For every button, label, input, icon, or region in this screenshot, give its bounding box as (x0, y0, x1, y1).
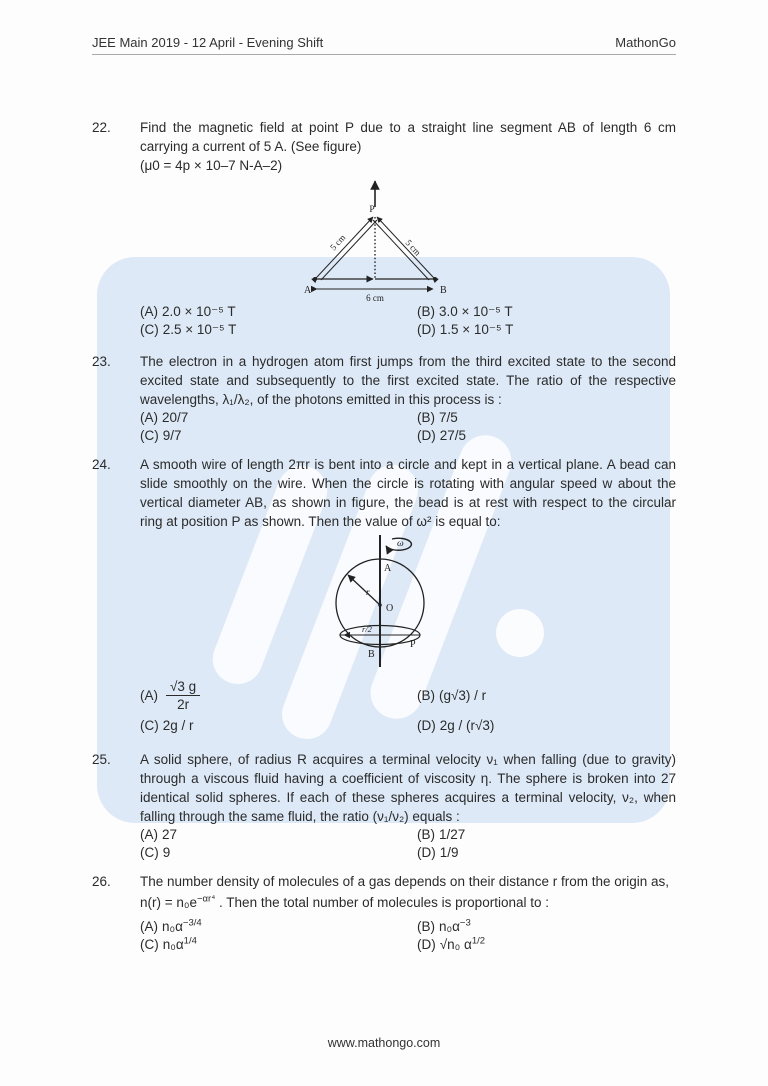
option-c: (C) 2.5 × 10⁻⁵ T (140, 322, 237, 337)
option-b: (B) 3.0 × 10⁻⁵ T (417, 304, 513, 319)
question-number: 22. (92, 120, 111, 135)
brand-name: MathonGo (615, 35, 676, 50)
fraction: $\frac{√3 g}{2r}$ (166, 679, 200, 712)
options-q26 (140, 918, 676, 954)
apex-label: P (369, 205, 375, 215)
bead-label: P (410, 639, 416, 650)
formula-suffix: . Then the total number of molecules is proportional to : (215, 895, 549, 910)
question-text: A solid sphere, of radius R acquires a terminal velocity ν₁ when falling (due to gravity) through a viscous fluid having a coefficient of viscosity η. The sphere is broken into 27 identical solid spheres. If each of these spheres acquires a terminal velocity, ν₂, when falling through the same fluid, the ratio (ν₁/ν₂) equals : (140, 752, 676, 824)
option-d: (D) 27/5 (417, 428, 467, 443)
option-d: (D) 1.5 × 10⁻⁵ T (417, 322, 514, 337)
option-a: (A) 20/7 (140, 410, 189, 425)
option-c: (C) $n_0\alpha^{1/4}$ (140, 935, 197, 952)
options-q25 (140, 826, 676, 862)
question-24 (92, 455, 676, 735)
question-number: 23. (92, 354, 111, 369)
formula-exponent: −αr⁴ (197, 893, 216, 905)
omega-label: ω (397, 539, 404, 549)
option-c: (C) 2g / r (140, 718, 194, 733)
option-a: (A) $n_0\alpha^{-3/4}$ (140, 917, 202, 934)
question-text: The number density of molecules of a gas depends on their distance r from the origin as, (140, 874, 670, 889)
options-q24 (140, 673, 676, 735)
option-c: (C) 9/7 (140, 428, 182, 443)
half-radius-label: r/2 (362, 624, 372, 634)
corner-b-label: B (440, 285, 447, 296)
question-text: Find the magnetic field at point P due to a straight line segment AB of length 6 cm carrying a current of 5 A. (See figure) (140, 120, 676, 154)
options-q22 (140, 303, 676, 339)
options-q23 (140, 409, 676, 445)
constant-line: (μ0 = 4p × 10–7 N-A–2) (140, 158, 283, 173)
option-a: (A) 2.0 × 10⁻⁵ T (140, 304, 236, 319)
option-d: (D) √n₀ $\alpha^{1/2}$ (417, 935, 486, 952)
top-point-label: A (384, 563, 392, 574)
base-dimension-label: 6 cm (366, 293, 384, 303)
left-side-label: 5 cm (328, 232, 348, 253)
question-number: 26. (92, 874, 111, 889)
question-23 (92, 352, 676, 445)
option-d: (D) 1/9 (417, 845, 459, 860)
option-b: (B) 7/5 (417, 410, 458, 425)
question-number: 25. (92, 752, 111, 767)
footer-url: www.mathongo.com (327, 1036, 441, 1050)
option-c: (C) 9 (140, 845, 171, 860)
bottom-point-label: B (368, 649, 375, 660)
option-b: (B) (g√3) / r (417, 687, 487, 703)
page-header (92, 33, 676, 52)
question-22 (92, 118, 676, 339)
right-side-label: 5 cm (403, 237, 423, 258)
density-formula-line (140, 893, 676, 912)
option-b: (B) $n_0\alpha^{-3}$ (417, 917, 471, 934)
radius-label: r (366, 588, 370, 598)
corner-a-label: A (304, 285, 312, 296)
question-25 (92, 750, 676, 862)
option-a: (A) 27 (140, 827, 178, 842)
center-label: O (386, 603, 394, 614)
option-b: (B) 1/27 (417, 827, 466, 842)
option-a: (A) $\frac{√3 g}{2r}$ (140, 673, 417, 717)
question-text: The electron in a hydrogen atom first jumps from the third excited state to the second excited state and subsequently to the first excited state. The ratio of the respective wavelengths, λ₁/λ₂, of the photons emitted in this process is : (140, 354, 676, 407)
rotating-ring-figure (310, 531, 460, 669)
question-number: 24. (92, 457, 111, 472)
triangle-figure (290, 177, 470, 303)
option-d: (D) 2g / (r√3) (417, 718, 495, 733)
exam-title: JEE Main 2019 - 12 April - Evening Shift (92, 35, 324, 50)
question-text: A smooth wire of length 2πr is bent into a circle and kept in a vertical plane. A bead can slide smoothly on the wire. When the circle is rotating with angular speed w about the vertical diameter AB, as shown in figure, the bead is at rest with respect to the circular ring at position P as shown. Then the value of ω² is equal to: (140, 457, 676, 529)
formula-lhs: n(r) = n₀e (140, 895, 197, 910)
question-26 (92, 872, 676, 954)
header-divider (92, 54, 676, 55)
